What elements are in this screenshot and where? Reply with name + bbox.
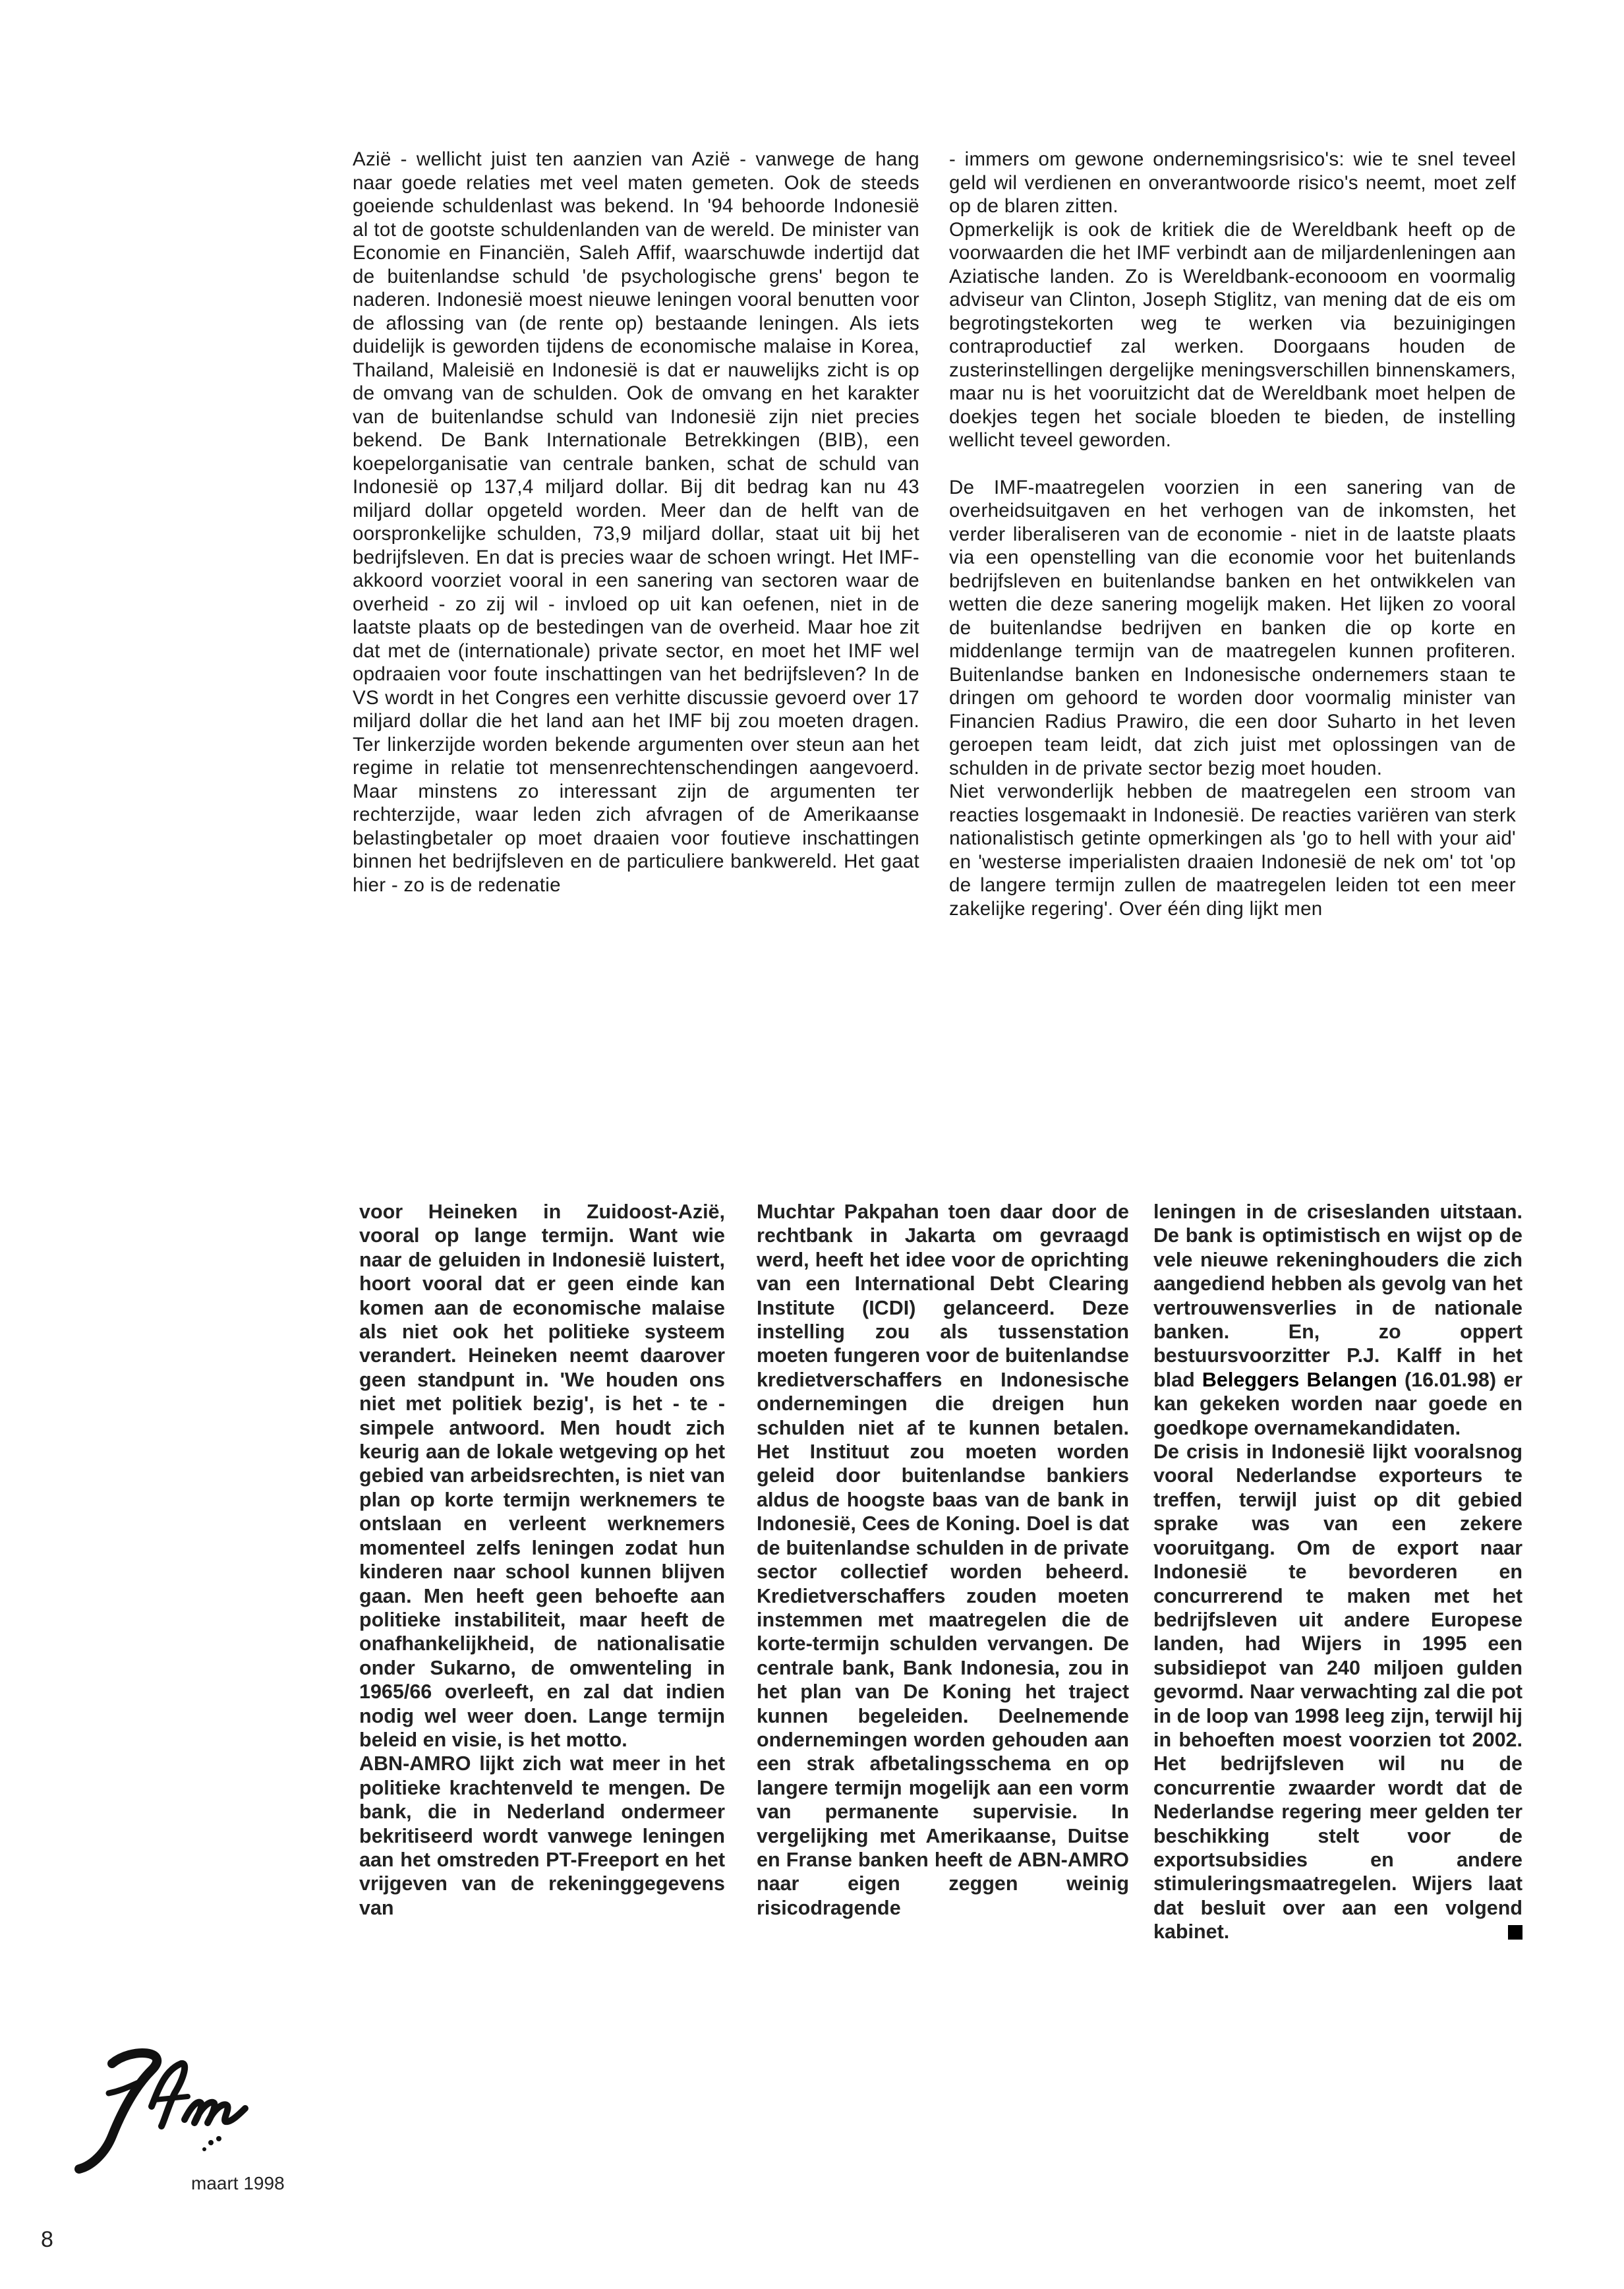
paragraph: Opmerkelijk is ook de kritiek die de Wereldbank heeft op de voorwaarden die het IMF verbindt aan de miljardenleningen aan Aziatische landen. Zo is Wereldbank-econooom en voormalig adviseur van Clinton, Joseph Stiglitz, van mening dat de eis om begrotingstekorten weg te werken via bezuinigingen contraproductief zal werken. Doorgaans houden de zusterinstellingen dergelijke meningsverschillen binnenskamers, maar nu is het vooruitzicht dat de Wereldbank moet helpen de doekjes tegen het sociale bloeden te bieden, de instelling wellicht teveel geworden. xyxy=(949,218,1516,451)
page-number: 8 xyxy=(41,2227,53,2252)
paragraph: Muchtar Pakpahan toen daar door de rechtbank in Jakarta om gevraagd werd, heeft het idee voor de oprichting van een International Debt Clearing Institute (ICDI) gelanceerd. Deze instelling zou als tussenstation moeten fungeren voor de buitenlandse kredietverschaffers en Indonesische ondernemingen die dreigen hun schulden niet af te kunnen betalen. Het Instituut zou moeten worden geleid door buitenlandse bankiers aldus de hoogste baas van de bank in Indonesië, Cees de Koning. Doel is dat de buitenlandse schulden in de private sector collectief worden beheerd. Kredietverschaffers zouden moeten instemmen met maatregelen die de korte-termijn schulden vervangen. De centrale bank, Bank Indonesia, zou in het plan van De Koning het traject kunnen begeleiden. Deelnemende ondernemingen worden gehouden aan een strak afbetalingsschema en op langere termijn mogelijk aan een vorm van permanente supervisie. In vergelijking met Amerikaanse, Duitse en Franse banken heeft de ABN-AMRO naar eigen zeggen weinig risicodragende xyxy=(757,1201,1129,1919)
article-column-5 xyxy=(1153,1200,1522,1944)
paragraph-text: De crisis in Indonesië lijkt vooralsnog vooral Nederlandse exporteurs te treffen, terwijl juist op dit gebied sprake was van een zekere vooruitgang. Om de export naar Indonesië te bevorderen en concurrerend te maken met het bedrijfsleven uit andere Europese landen, had Wijers in 1995 een subsidiepot van 240 miljoen gulden gevormd. Naar verwachting zal die pot in de loop van 1998 leeg zijn, terwijl hij in behoeften moest voorzien tot 2002. Het bedrijfsleven wil nu de concurrentie zwaarder wordt dat de Nederlandse regering meer gelden ter beschikking stelt voor de exportsubsidies en andere stimuleringsmaatregelen. Wijers laat dat besluit over aan een volgend kabinet. xyxy=(1153,1441,1522,1944)
paragraph: voor Heineken in Zuidoost-Azië, vooral op lange termijn. Want wie naar de geluiden in Indonesië luistert, hoort vooral dat er geen einde kan komen aan de economische malaise als niet ook het politieke systeem verandert. Heineken neemt daarover geen standpunt in. 'We houden ons niet met politiek bezig', is het - te - simpele antwoord. Men houdt zich keurig aan de lokale wetgeving op het gebied van arbeidsrechten, is niet van plan op korte termijn werknemers te ontslaan en verleent werknemers momenteel zelfs leningen zodat hun kinderen naar school kunnen blijven gaan. Men heeft geen behoefte aan politieke instabiliteit, maar heeft de onafhankelijkheid, de nationalisatie onder Sukarno, de omwenteling in 1965/66 overleeft, en zal dat indien nodig wel weer doen. Lange termijn beleid en visie, is het motto. xyxy=(359,1201,725,1751)
issue-date: maart 1998 xyxy=(191,2173,285,2193)
paragraph: - immers om gewone ondernemingsrisico's: wie te snel teveel geld wil verdienen en onverantwoorde risico's neemt, moet zelf op de blaren zitten. xyxy=(949,148,1516,217)
article-column-3 xyxy=(359,1200,725,1920)
paragraph: De IMF-maatregelen voorzien in een sanering van de overheidsuitgaven en het verhogen van de inkomsten, het verder liberaliseren van de economie - niet in de laatste plaats via een openstelling van die economie voor het buitenlands bedrijfsleven en buitenlandse banken en het ontwikkelen van wetten die deze sanering mogelijk maken. Het lijken zo vooral de buitenlandse bedrijven en banken die op korte en middenlange termijn van de maatregelen kunnen profiteren. Buitenlandse banken en Indonesische ondernemers staan te dringen om gehoord te worden door voormalig minister van Financien Radius Prawiro, die een door Suharto in het leven geroepen team leidt, dat zich juist met oplossingen van de schulden in de private sector bezig moet houden. xyxy=(949,476,1516,779)
ifm-logo xyxy=(72,2044,283,2176)
article-column-1 xyxy=(353,148,919,897)
paragraph xyxy=(1153,1440,1522,1944)
article-column-4 xyxy=(757,1200,1129,1920)
publication-name: Beleggers Belangen xyxy=(1202,1368,1397,1391)
article-column-2 xyxy=(949,148,1516,920)
paragraph: Azië - wellicht juist ten aanzien van Azië - vanwege de hang naar goede relaties met veel maten gemeten. Ook de steeds goeiende schuldenlast was bekend. In '94 behoorde Indonesië al tot de gootste schuldenlanden van de wereld. De minister van Economie en Financiën, Saleh Affif, waarschuwde indertijd dat de buitenlandse schuld 'de psychologische grens' begon te naderen. Indonesië moest nieuwe leningen vooral benutten voor de aflossing van (de rente op) bestaande leningen. Als iets duidelijk is geworden tijdens de economische malaise in Korea, Thailand, Maleisië en Indonesië is dat er nauwelijks zicht is op de omvang van de schulden. Ook de omvang en het karakter van de buitenlandse schuld van Indonesië zijn niet precies bekend. De Bank Internationale Betrekkingen (BIB), een koepelorganisatie van centrale banken, schat de schuld van Indonesië op 137,4 miljard dollar. Bij dit bedrag kan nu 43 miljard dollar opgeteld worden. Meer dan de helft van de oorspronkelijke schulden, 73,9 miljard dollar, staat uit bij het bedrijfsleven. En dat is precies waar de schoen wringt. Het IMF-akkoord voorziet vooral in een sanering van sectoren waar de overheid - zo zij wil - invloed op uit kan oefenen, niet in de laatste plaats op de bestedingen van de overheid. Maar hoe zit dat met de (internationale) private sector, en moet het IMF wel opdraaien voor foute inschattingen van het bedrijfsleven? In de VS wordt in het Congres een verhitte discussie gevoerd over 17 miljard dollar die het land aan het IMF bij zou moeten dragen. Ter linkerzijde worden bekende argumenten over steun aan het regime in relatie tot mensenrechtenschendingen aangevoerd. Maar minstens zo interessant zijn de argumenten ter rechterzijde, waar leden zich afvragen of de Amerikaanse belastingbetaler op moet draaien voor foutieve inschattingen binnen het bedrijfsleven en de particuliere bankwereld. Het gaat hier - zo is de redenatie xyxy=(353,148,919,896)
paragraph: Niet verwonderlijk hebben de maatregelen een stroom van reacties losgemaakt in Indonesië. De reacties variëren van sterk nationalistisch getinte opmerkingen als 'go to hell with your aid' en 'westerse imperialisten draaien Indonesië de nek om' tot 'op de langere termijn zullen de maatregelen leiden tot een meer zakelijke regering'. Over één ding lijkt men xyxy=(949,781,1516,920)
paragraph-text: leningen in de criseslanden uitstaan. De bank is optimistisch en wijst op de vele nieuwe rekeninghouders die zich aangediend hebben als gevolg van het vertrouwensverlies in de nationale banken. En, zo oppert bestuursvoorzitter P.J. Kalff in het blad xyxy=(1153,1201,1522,1391)
paragraph: ABN-AMRO lijkt zich wat meer in het politieke krachtenveld te mengen. De bank, die in Nederland ondermeer bekritiseerd wordt vanwege leningen aan het omstreden PT-Freeport en het vrijgeven van de rekeninggegevens van xyxy=(359,1752,725,1919)
end-of-article-mark xyxy=(1508,1925,1522,1940)
paragraph-text: (16.01.98) er kan gekeken worden naar goede en goedkope overnamekandidaten. xyxy=(1153,1368,1522,1439)
paragraph xyxy=(1153,1200,1522,1440)
